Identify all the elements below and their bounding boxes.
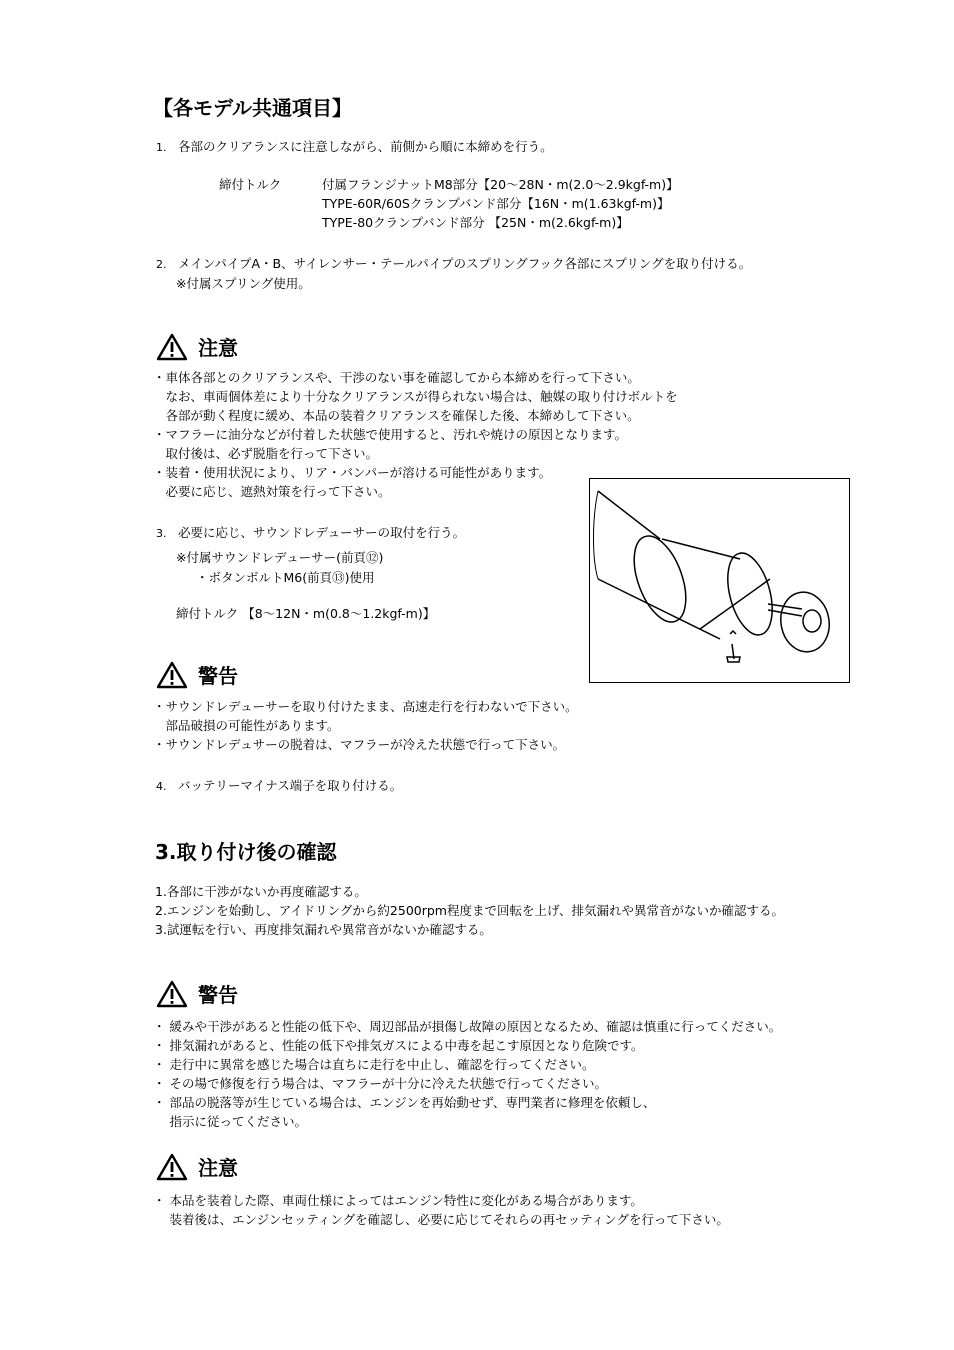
warning-2-body xyxy=(153,1017,781,1131)
caution-line: なお、車両個体差により十分なクリアランスが得られない場合は、触媒の取り付けボルトを xyxy=(153,389,678,404)
warning-1-body xyxy=(153,697,578,754)
caution-line: 必要に応じ、遮熱対策を行って下さい。 xyxy=(153,484,391,499)
step-2-number: 2. xyxy=(156,258,167,271)
step-3-text: 必要に応じ、サウンドレデューサーの取付を行う。 xyxy=(178,525,466,540)
caution-heading-2 xyxy=(156,1152,238,1181)
warning-line: ・ その場で修復を行う場合は、マフラーが十分に冷えた状態で行ってください。 xyxy=(153,1076,607,1091)
caution-line: ・マフラーに油分などが付着した状態で使用すると、汚れや焼けの原因となります。 xyxy=(153,427,628,442)
step-3-note: ・ボタンボルトM6(前頁⑬)使用 xyxy=(196,570,375,585)
caution-heading-text: 注意 xyxy=(198,336,238,360)
section-3-body xyxy=(155,882,784,939)
warning-heading-text: 警告 xyxy=(198,664,238,688)
caution-heading-1 xyxy=(156,332,238,361)
warning-triangle-icon xyxy=(156,1153,188,1181)
step-4-number: 4. xyxy=(156,780,167,793)
warning-line: ・サウンドレデュサーの脱着は、マフラーが冷えた状態で行って下さい。 xyxy=(153,737,566,752)
step-2 xyxy=(156,254,751,293)
sound-reducer-figure xyxy=(589,478,850,683)
caution-line: ・車体各部とのクリアランスや、干渉のない事を確認してから本締めを行って下さい。 xyxy=(153,370,640,385)
step-3-note: ※付属サウンドレデューサー(前頁⑫) xyxy=(176,550,384,565)
warning-line: ・サウンドレデューサーを取り付けたまま、高速走行を行わないで下さい。 xyxy=(153,699,578,714)
torque-spec-item: 付属フランジナットM8部分【20～28N・m(2.0～2.9kgf-m)】 xyxy=(322,177,679,192)
step-1-text: 各部のクリアランスに注意しながら、前側から順に本締めを行う。 xyxy=(178,139,553,154)
warning-line: ・ 部品の脱落等が生じている場合は、エンジンを再始動せず、専門業者に修理を依頼し、 xyxy=(153,1095,656,1110)
torque-spec-list xyxy=(322,175,679,232)
warning-triangle-icon xyxy=(156,333,188,361)
caution-line: 各部が動く程度に緩め、本品の装着クリアランスを確保した後、本締めして下さい。 xyxy=(153,408,640,423)
caution-2-body xyxy=(153,1191,729,1229)
warning-line: 指示に従ってください。 xyxy=(153,1114,307,1129)
check-item: 3.試運転を行い、再度排気漏れや異常音がないか確認する。 xyxy=(155,922,492,937)
torque-label: 締付トルク xyxy=(219,177,282,192)
warning-line: ・ 走行中に異常を感じた場合は直ちに走行を中止し、確認を行ってください。 xyxy=(153,1057,595,1072)
warning-line: ・ 排気漏れがあると、性能の低下や排気ガスによる中毒を起こす原因となり危険です。 xyxy=(153,1038,644,1053)
warning-line: ・ 緩みや干渉があると性能の低下や、周辺部品が損傷し故障の原因となるため、確認は慎重に行ってください。 xyxy=(153,1019,782,1034)
torque-spec-item: TYPE-60R/60Sクランプバンド部分【16N・m(1.63kgf-m)】 xyxy=(322,196,670,211)
step-3-number: 3. xyxy=(156,527,167,540)
caution-line: 取付後は、必ず脱脂を行って下さい。 xyxy=(153,446,379,461)
section-3-title: 3.取り付け後の確認 xyxy=(155,840,337,864)
torque-spec-item: TYPE-80クランプバンド部分 【25N・m(2.6kgf-m)】 xyxy=(322,215,629,230)
caution-line: ・装着・使用状況により、リア・バンパーが溶ける可能性があります。 xyxy=(153,465,552,480)
step-3-torque: 締付トルク 【8～12N・m(0.8～1.2kgf-m)】 xyxy=(176,606,436,621)
warning-heading-text: 警告 xyxy=(198,983,238,1007)
common-title: 【各モデル共通項目】 xyxy=(153,96,352,120)
step-3 xyxy=(156,523,465,623)
warning-heading-2 xyxy=(156,979,238,1008)
warning-line: 部品破損の可能性があります。 xyxy=(153,718,340,733)
step-2-text: メインパイプA・B、サイレンサー・テールパイプのスプリングフック各部にスプリングを取り付ける。 xyxy=(178,256,752,271)
caution-line: 装着後は、エンジンセッティングを確認し、必要に応じてそれらの再セッティングを行って下さい。 xyxy=(153,1212,729,1227)
step-4 xyxy=(156,776,402,796)
check-item: 1.各部に干渉がないか再度確認する。 xyxy=(155,884,367,899)
warning-triangle-icon xyxy=(156,661,188,689)
muffler-illustration xyxy=(590,479,849,682)
step-4-text: バッテリーマイナス端子を取り付ける。 xyxy=(178,778,403,793)
caution-line: ・ 本品を装着した際、車両仕様によってはエンジン特性に変化がある場合があります。 xyxy=(153,1193,643,1208)
warning-triangle-icon xyxy=(156,980,188,1008)
check-item: 2.エンジンを始動し、アイドリングから約2500rpm程度まで回転を上げ、排気漏れや異常音がないか確認する。 xyxy=(155,903,784,918)
warning-heading-1 xyxy=(156,660,238,689)
step-1 xyxy=(156,137,553,157)
step-2-note: ※付属スプリング使用。 xyxy=(176,276,311,291)
caution-heading-text: 注意 xyxy=(198,1156,238,1180)
step-1-number: 1. xyxy=(156,141,167,154)
